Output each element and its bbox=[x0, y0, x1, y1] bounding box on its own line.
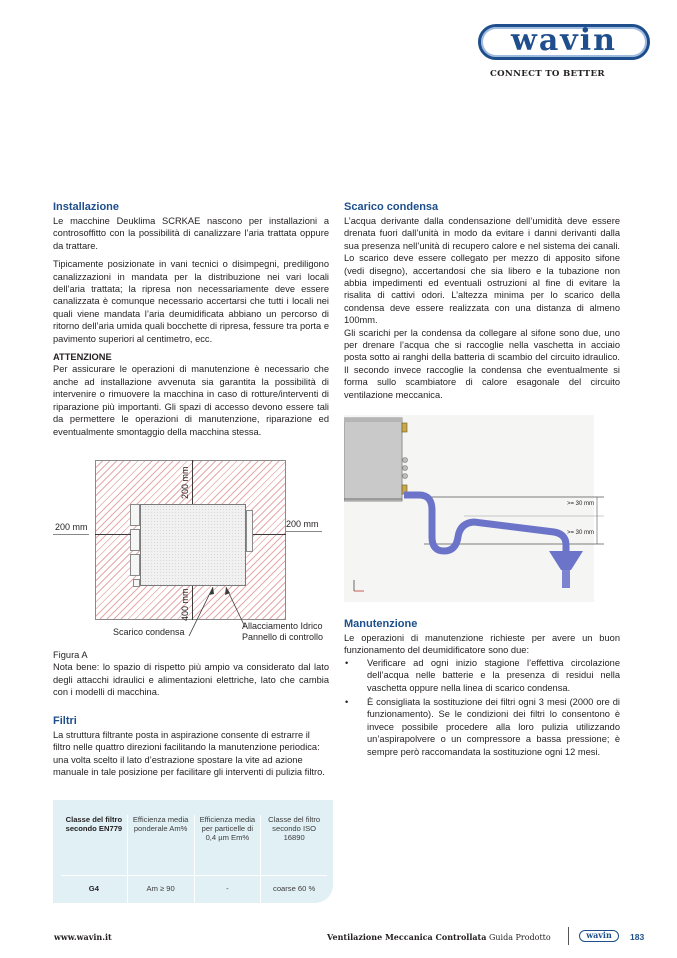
logo-wordmark: wavin bbox=[511, 23, 617, 58]
manutenzione-intro: Le operazioni di manutenzione richieste per avere un buon funzionamento del deumidificatore sono due: bbox=[344, 633, 620, 656]
manutenzione-list bbox=[344, 657, 620, 758]
label-allacciamento-idrico: Allacciamento Idrico bbox=[242, 621, 323, 631]
dim-left-label: 200 mm bbox=[55, 522, 88, 532]
footer-website-link[interactable]: www.wavin.it bbox=[54, 932, 112, 942]
table-cell: - bbox=[195, 876, 262, 904]
table-header-cell: Classe del filtro secondo EN779 bbox=[61, 815, 128, 875]
section-filtri bbox=[53, 714, 329, 785]
page-number: 183 bbox=[630, 932, 645, 942]
table-header-row bbox=[61, 815, 327, 875]
footer-document-title bbox=[327, 932, 551, 942]
bullet-icon: • bbox=[345, 697, 349, 708]
manutenzione-heading: Manutenzione bbox=[344, 618, 418, 630]
siphon-dim-2: >= 30 mm bbox=[567, 530, 595, 536]
bullet-icon: • bbox=[345, 657, 349, 668]
table-cell: coarse 60 % bbox=[273, 884, 316, 893]
section-manutenzione bbox=[344, 617, 620, 760]
installazione-heading: Installazione bbox=[53, 201, 120, 213]
list-item bbox=[344, 657, 620, 694]
table-header-cell: Classe del filtro secondo ISO 16890 bbox=[268, 815, 321, 843]
section-installazione bbox=[53, 200, 329, 444]
installazione-paragraph-2: Tipicamente posizionate in vani tecnici o disimpegni, prediligono canalizzazioni in mandata per la distribuzione nei vari locali dell’aria trattata; la ripresa non necessariamente deve essere canalizzata è comunque necessario accertarsi che tutti i locali nei quali viene mandata l’aria deumidificata abbiano un percorso di ritorno dell’aria umida quali bocchette di ripresa, fessure tra porta e pavimento superiori al centimetro, ecc. bbox=[53, 259, 329, 344]
dim-right-label: 200 mm bbox=[286, 519, 319, 529]
section-scarico-condensa bbox=[344, 200, 620, 407]
label-scarico-condensa: Scarico condensa bbox=[113, 627, 185, 637]
table-row bbox=[61, 875, 327, 904]
list-item bbox=[344, 696, 620, 758]
footer-title-bold: Ventilazione Meccanica Controllata bbox=[327, 932, 487, 942]
footer-wavin-logo: wavin bbox=[579, 930, 619, 942]
list-item-text: Verificare ad ogni inizio stagione l’effettiva circolazione dell’acqua nelle batterie e la presenza di residui nella vaschetta oppure nella linea di scarico condensa. bbox=[367, 657, 620, 693]
filtri-paragraph: La struttura filtrante posta in aspirazione consente di estrarre il filtro nelle quattro direzioni facilitando la manutenzione periodica: una volta scelto il lato d’estrazione spostare la vite ad azione manuale in tale posizione per facilitare gli interventi di pulizia filtro. bbox=[53, 730, 325, 778]
attention-paragraph: Per assicurare le operazioni di manutenzione è necessario che anche ad installazione avvenuta sia garantita la possibilità di intervenire o rimuovere la macchina in caso di rotture/interventi di riparazione più importanti. Gli spazi di accesso devono essere tali da permettere le operazioni di manutenzione, riparazione ed eventualmente smontaggio della macchina stessa. bbox=[53, 364, 329, 437]
attention-heading: ATTENZIONE bbox=[53, 352, 112, 363]
siphon-illustration-icon bbox=[344, 415, 620, 602]
table-cell: G4 bbox=[61, 876, 128, 904]
list-item-text: È consigliata la sostituzione dei filtri ogni 3 mesi (2000 ore di funzionamento). Se le condizioni dei filtri lo consentono è invece possibile procedere alla loro pulizia utilizzando un’aspirapolvere o un compressore a bassa pressione; è sempre però raccomandata la sostituzione ogni 12 mesi. bbox=[367, 697, 620, 757]
wavin-logo bbox=[476, 22, 656, 82]
footer-divider bbox=[568, 927, 569, 945]
dim-bottom-label: 400 mm bbox=[180, 588, 190, 621]
figure-a-title: Figura A bbox=[53, 650, 88, 660]
scarico-heading: Scarico condensa bbox=[344, 201, 439, 213]
scarico-paragraph-2: Gli scarichi per la condensa da collegare al sifone sono due, uno per drenare l’acqua che si raccoglie nella vaschetta in acciaio posta sotto ai ranghi della batteria di scambio del circuito idraulico. Il secondo invece raccoglie la condensa che eventualmente si forma sullo scambiatore di calore esagonale del circuito ventilazione meccanica. bbox=[344, 327, 620, 400]
footer-title-regular: Guida Prodotto bbox=[488, 933, 551, 942]
label-pannello-controllo: Pannello di controllo bbox=[242, 632, 324, 642]
figure-a-note: Nota bene: lo spazio di rispetto più ampio va considerato dal lato degli attacchi idraulici e alimentazioni elettriche, lato che cambia con i modelli di macchina. bbox=[53, 662, 329, 698]
filter-class-table bbox=[53, 800, 333, 903]
scarico-paragraph-1: L’acqua derivante dalla condensazione dell’umidità deve essere drenata fuori dall’unità in modo da evitare i danni derivanti dalla sua presenza nell’unità di recupero calore e nel sistema dei canali. Lo scarico deve essere collegato per mezzo di apposito sifone (vedi disegno), accertandosi che sia libero e la tubazione non abbia impedimenti ed eventuali ostruzioni al fine di evitare la risalita di cattivi odori. L’altezza minima per lo scarico della condensa deve essere realizzata con una distanza di almeno 100mm. bbox=[344, 216, 620, 326]
figure-a-clearance-diagram bbox=[53, 455, 343, 650]
figure-a-caption bbox=[53, 649, 329, 699]
table-cell: Am ≥ 90 bbox=[128, 876, 195, 904]
table-header-cell: Efficienza media ponderale Am% bbox=[128, 815, 195, 875]
filtri-heading: Filtri bbox=[53, 715, 77, 727]
siphon-drawing bbox=[344, 415, 620, 602]
dim-top-label: 200 mm bbox=[180, 466, 190, 499]
siphon-dim-1: >= 30 mm bbox=[567, 501, 595, 507]
table-header-cell: Efficienza media per particelle di 0,4 µm Em% bbox=[195, 815, 262, 875]
installazione-paragraph-1: Le macchine Deuklima SCRKAE nascono per installazioni a controsoffitto con la possibilità di canalizzare l’aria trattata oppure da trattare. bbox=[53, 216, 329, 251]
logo-tagline: CONNECT TO BETTER bbox=[490, 69, 605, 79]
